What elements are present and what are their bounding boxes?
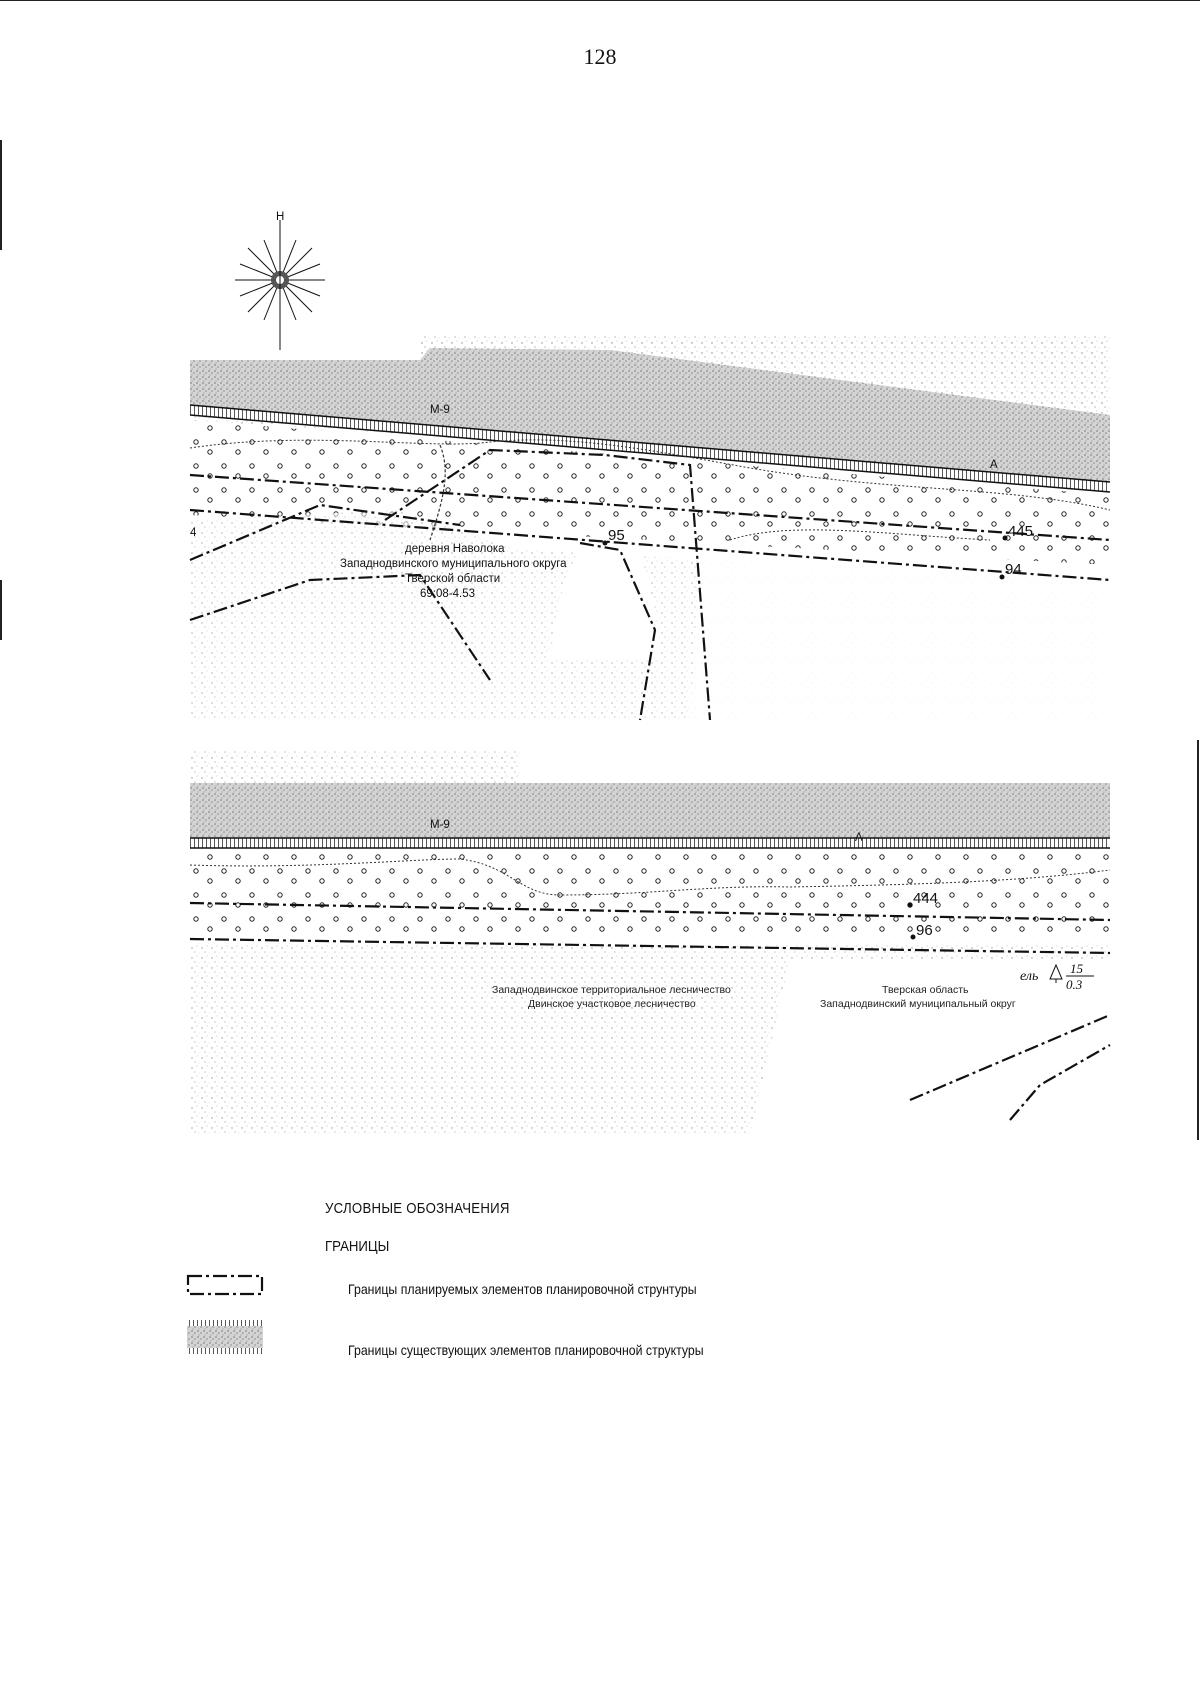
settlement-cadastral: 69:08-4.53 <box>420 588 475 600</box>
map-top-canvas <box>190 211 1110 720</box>
map-fragment-top <box>190 211 1110 720</box>
road-marker-bottom: А <box>855 832 863 844</box>
point-label: 95 <box>608 527 625 544</box>
scan-edge-mark <box>1197 740 1199 1140</box>
left-edge-label: 4 <box>190 527 197 539</box>
tree-species: ель <box>1020 969 1039 984</box>
legend-item-label: Границы планируемых элементов планировочной струнтуры <box>348 1281 697 1297</box>
point-label: 444 <box>913 890 939 907</box>
legend-item <box>185 1318 1085 1358</box>
dash-dot-boundary-icon <box>185 1272 267 1300</box>
scan-edge-mark <box>0 580 2 640</box>
compass-north-label: Н <box>276 211 285 223</box>
forestry-line2: Двинское участковое лесничество <box>528 998 696 1010</box>
settlement-region: Тверской области <box>405 573 501 585</box>
compass-rose-icon <box>235 211 325 350</box>
tree-denominator: 0.3 <box>1066 977 1083 992</box>
tree-numerator: 15 <box>1070 961 1083 976</box>
legend-item-label: Границы существующих элементов планировочной структуры <box>348 1342 704 1358</box>
forestry-line1: Западнодвинское территориальное лесничество <box>492 984 731 996</box>
settlement-district: Западнодвинского муниципального округа <box>340 558 567 570</box>
region-line1: Тверская область <box>882 984 969 996</box>
legend-item <box>185 1272 1085 1312</box>
point-label: 445 <box>1008 523 1034 540</box>
page-number: 128 <box>583 44 617 69</box>
legend-section-title: ГРАНИЦЫ <box>325 1238 390 1255</box>
tree-icon <box>1050 965 1062 983</box>
region-line2: Западнодвинский муниципальный округ <box>820 998 1016 1010</box>
road-label-top: М-9 <box>430 404 450 416</box>
scan-edge-mark <box>0 140 2 250</box>
map-fragment-bottom <box>190 745 1110 1135</box>
hatched-boundary-icon <box>185 1318 267 1358</box>
scan-edge-mark <box>0 0 1200 1</box>
point-label: 96 <box>916 922 933 939</box>
map-bottom-canvas <box>190 745 1110 1135</box>
legend-title: УСЛОВНЫЕ ОБОЗНАЧЕНИЯ <box>325 1200 510 1217</box>
point-label: 94 <box>1005 561 1022 578</box>
road-label-bottom: М-9 <box>430 819 450 831</box>
settlement-name: деревня Наволока <box>405 543 505 555</box>
road-marker-top: А <box>990 459 998 471</box>
